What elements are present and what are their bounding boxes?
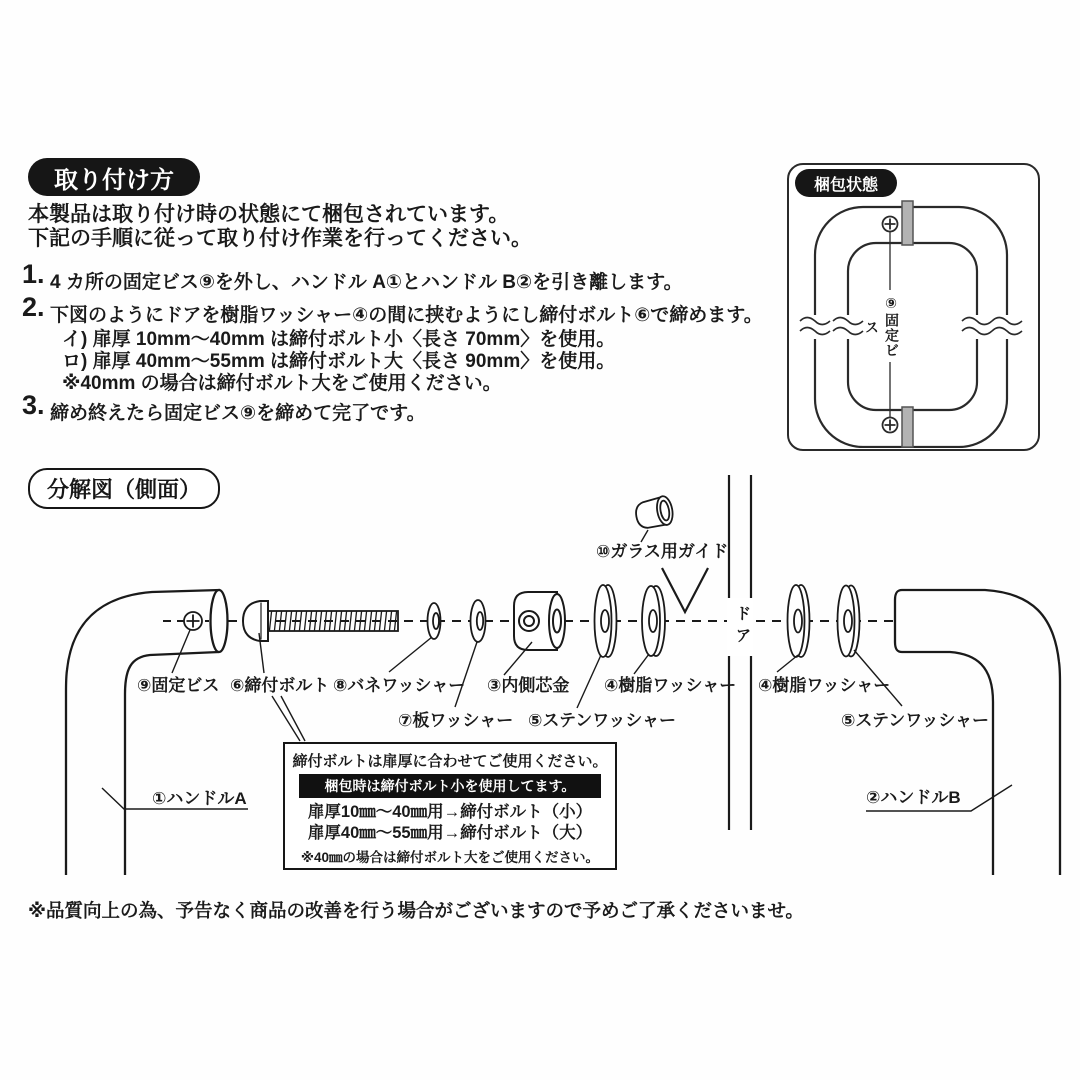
quality-disclaimer: ※品質向上の為、予告なく商品の改善を行う場合がございますので予めご了承くださいませ。 xyxy=(28,900,804,921)
step-3-number: 3. xyxy=(22,390,45,420)
step-2-text: 下図のようにドアを樹脂ワッシャー④の間に挟むようにし締付ボルト⑥で締めます。 xyxy=(50,305,763,326)
note-line-3: 扉厚10㎜～40㎜用→締付ボルト（小） xyxy=(307,803,593,821)
tightening-bolt-drawing xyxy=(243,601,398,641)
step-2-sub-note: ※40mm の場合は締付ボルト大をご使用ください。 xyxy=(62,373,502,394)
screw-head-top-icon xyxy=(883,217,898,232)
door-label: ドア xyxy=(727,598,753,656)
packing-state-panel xyxy=(787,163,1040,451)
plate-washer-drawing xyxy=(471,600,486,642)
install-section-title xyxy=(28,158,200,196)
step-2-sub-b: ロ) 扉厚 40mm～55mm は締付ボルト大〈長さ 90mm〉を使用。 xyxy=(62,351,616,372)
fixing-screw-label: ⑨固定ビス xyxy=(137,676,220,695)
tightening-bolt-label: ⑥締付ボルト xyxy=(230,676,330,695)
note-line-4: 扉厚40㎜～55㎜用→締付ボルト（大） xyxy=(307,824,593,842)
resin-washer-left-label: ④樹脂ワッシャー xyxy=(604,676,737,695)
break-marks xyxy=(800,315,1022,339)
resin-washer-right-label: ④樹脂ワッシャー xyxy=(758,676,891,695)
glass-guide-drawing xyxy=(634,495,675,530)
step-1-text: 4 カ所の固定ビス⑨を外し、ハンドル A①とハンドル B②を引き離します。 xyxy=(50,272,683,293)
intro-line-1: 本製品は取り付け時の状態にて梱包されています。 xyxy=(28,203,510,226)
step-2-sub-a: イ) 扉厚 10mm～40mm は締付ボルト小〈長さ 70mm〉を使用。 xyxy=(62,329,616,350)
glass-guide-label: ⑩ガラス用ガイド xyxy=(596,542,729,561)
spring-washer-label: ⑧バネワッシャー xyxy=(333,676,466,695)
resin-washer-left-drawing xyxy=(642,586,665,656)
stainless-washer-right-label: ⑤ステンワッシャー xyxy=(841,711,990,730)
packing-screw-label: ⑨固定ビス xyxy=(880,292,902,362)
packing-state-diagram xyxy=(789,165,1037,448)
handle-a-label: ①ハンドルA xyxy=(152,789,247,808)
handle-a-drawing xyxy=(66,590,228,875)
fixing-screw-icon xyxy=(184,612,202,630)
stainless-washer-left-label: ⑤ステンワッシャー xyxy=(528,711,677,730)
glass-guide-leader xyxy=(641,530,648,542)
packing-state-title xyxy=(795,169,897,197)
resin-washer-right-drawing xyxy=(788,585,810,657)
install-title-text: 取り付け方 xyxy=(54,166,174,194)
step-1-number: 1. xyxy=(22,259,45,289)
note-highlight-bar: 梱包時は締付ボルト小を使用してます。 xyxy=(299,774,601,798)
note-line-5: ※40㎜の場合は締付ボルト大をご使用ください。 xyxy=(300,850,600,865)
step-3-text: 締め終えたら固定ビス⑨を締めて完了です。 xyxy=(50,403,426,424)
exploded-title-text: 分解図（側面） xyxy=(46,477,201,502)
screw-sleeve-bottom xyxy=(902,407,913,447)
step-2-number: 2. xyxy=(22,292,45,322)
note-line-1: 締付ボルトは扉厚に合わせてご使用ください。 xyxy=(292,753,608,770)
screw-sleeve-top xyxy=(902,201,913,245)
stainless-washer-left-drawing xyxy=(595,585,617,657)
plate-washer-label: ⑦板ワッシャー xyxy=(398,711,514,730)
glass-guide-position-v-mark xyxy=(662,568,708,612)
inner-core-drawing xyxy=(514,592,565,650)
packing-title-text: 梱包状態 xyxy=(813,176,878,194)
handle-b-drawing xyxy=(895,590,1060,875)
inner-core-label: ③内側芯金 xyxy=(487,676,570,695)
screw-head-bottom-icon xyxy=(883,418,898,433)
intro-line-2: 下記の手順に従って取り付け作業を行ってください。 xyxy=(28,227,532,250)
stainless-washer-right-drawing xyxy=(838,586,860,657)
spring-washer-drawing xyxy=(428,603,441,639)
bolt-selection-note-box xyxy=(283,742,617,870)
handle-b-label: ②ハンドルB xyxy=(866,788,961,807)
